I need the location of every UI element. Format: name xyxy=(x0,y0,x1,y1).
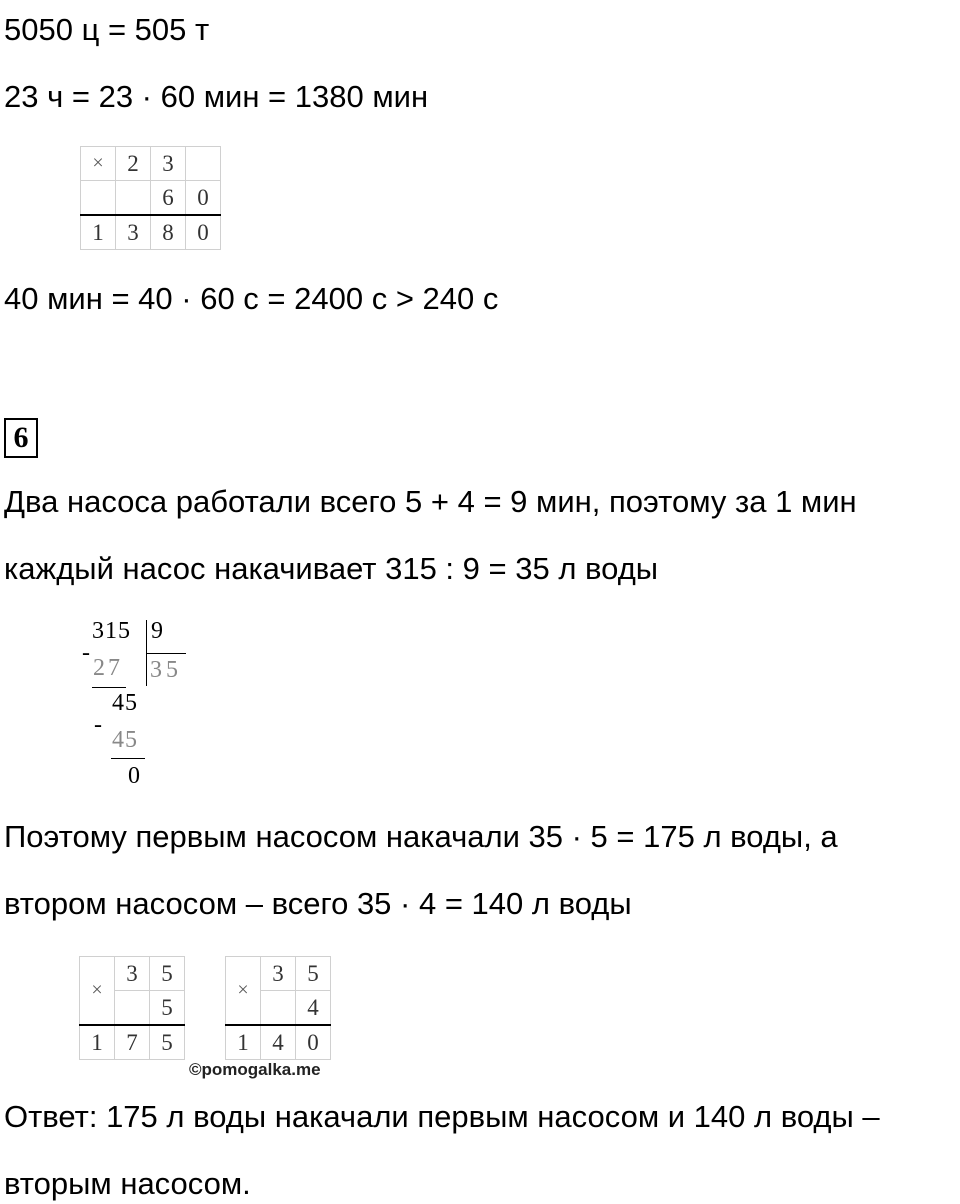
remainder-2: 0 xyxy=(128,763,140,789)
text-line-3: 40 мин = 40 · 60 с = 2400 с > 240 с xyxy=(4,281,499,316)
digit-cell: 5 xyxy=(150,1025,185,1060)
quotient-line xyxy=(146,653,186,654)
digit-cell: 5 xyxy=(296,957,331,991)
divisor: 9 xyxy=(151,618,163,644)
digit-cell: 3 xyxy=(116,215,151,250)
text-line-9: вторым насосом. xyxy=(4,1166,251,1201)
multiply-sign: × xyxy=(226,957,261,1026)
digit-cell: 0 xyxy=(186,215,221,250)
text-line-5: каждый насос накачивает 315 : 9 = 35 л воды xyxy=(4,551,659,586)
text-line-4: Два насоса работали всего 5 + 4 = 9 мин, поэтому за 1 мин xyxy=(4,484,857,519)
text-line-6: Поэтому первым насосом накачали 35 · 5 = 175 л воды, а xyxy=(4,819,838,854)
subtraction-line-2 xyxy=(111,758,145,759)
digit-cell xyxy=(115,991,150,1026)
digit-cell: 7 xyxy=(115,1025,150,1060)
multiplication-35x5 xyxy=(79,956,185,1060)
digit-cell: 3 xyxy=(115,957,150,991)
watermark: ©pomogalka.me xyxy=(189,1060,321,1079)
multiply-sign: × xyxy=(80,957,115,1026)
digit-cell: 5 xyxy=(150,991,185,1026)
digit-cell xyxy=(81,181,116,216)
dividend: 315 xyxy=(92,618,131,644)
digit-cell: 0 xyxy=(186,181,221,216)
minus-sign: - xyxy=(82,640,90,666)
digit-cell: 2 xyxy=(116,147,151,181)
digit-cell: 1 xyxy=(226,1025,261,1060)
digit-cell: 5 xyxy=(150,957,185,991)
subtrahend-2: 45 xyxy=(112,727,138,753)
multiplication-23x60 xyxy=(80,146,221,250)
digit-cell: 0 xyxy=(296,1025,331,1060)
text-line-8: Ответ: 175 л воды накачали первым насосом и 140 л воды – xyxy=(4,1099,880,1134)
quotient: 35 xyxy=(150,657,182,683)
multiply-sign: × xyxy=(81,147,116,181)
digit-cell: 1 xyxy=(81,215,116,250)
text-line-7: втором насосом – всего 35 · 4 = 140 л воды xyxy=(4,886,632,921)
subtraction-line-1 xyxy=(92,687,126,688)
digit-cell xyxy=(261,991,296,1026)
minus-sign: - xyxy=(94,712,102,738)
multiplication-35x4 xyxy=(225,956,331,1060)
digit-cell: 6 xyxy=(151,181,186,216)
digit-cell xyxy=(186,147,221,181)
digit-cell: 4 xyxy=(261,1025,296,1060)
text-line-1: 5050 ц = 505 т xyxy=(4,12,210,47)
digit-cell: 8 xyxy=(151,215,186,250)
digit-cell: 3 xyxy=(151,147,186,181)
subtrahend-1: 27 xyxy=(93,655,123,681)
text-line-2: 23 ч = 23 · 60 мин = 1380 мин xyxy=(4,79,429,114)
remainder-1: 45 xyxy=(112,690,138,716)
problem-number: 6 xyxy=(4,418,38,458)
digit-cell: 4 xyxy=(296,991,331,1026)
digit-cell: 3 xyxy=(261,957,296,991)
digit-cell: 1 xyxy=(80,1025,115,1060)
digit-cell xyxy=(116,181,151,216)
